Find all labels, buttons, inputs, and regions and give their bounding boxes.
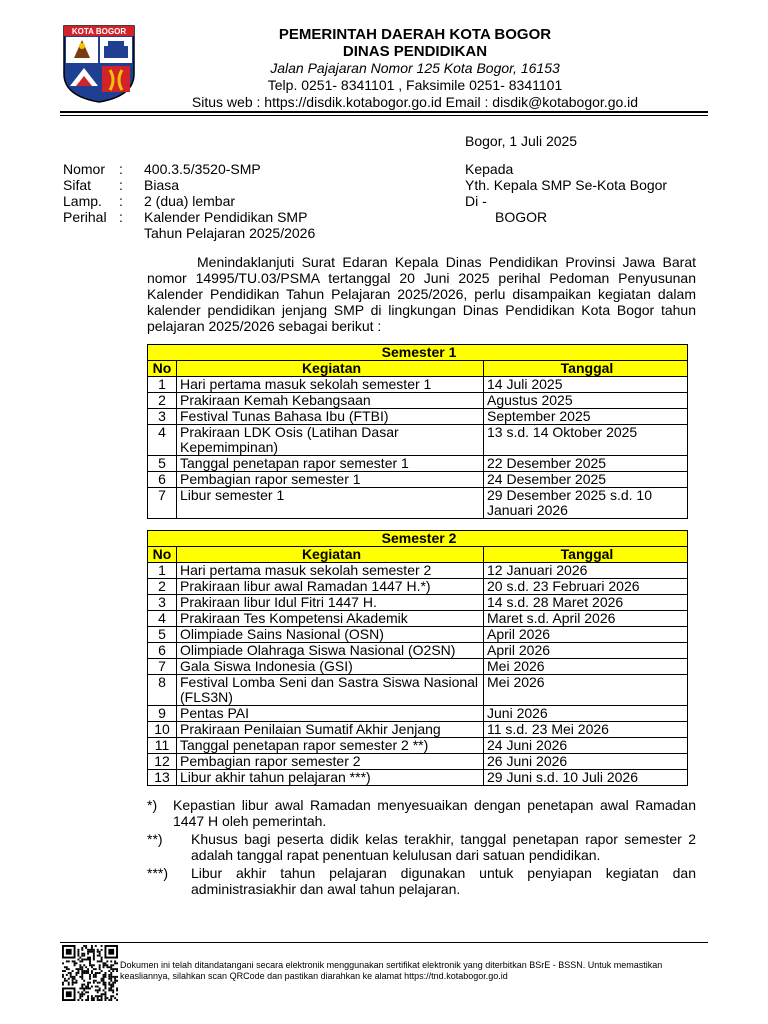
recipient-yth: Yth. Kepala SMP Se-Kota Bogor — [465, 177, 668, 193]
semester2-rows — [148, 563, 688, 786]
cell-tanggal: 29 Desember 2025 s.d. 10 Januari 2026 — [484, 488, 688, 519]
cell-tanggal: Mei 2026 — [484, 659, 688, 675]
letter-meta — [63, 161, 315, 241]
cell-kegiatan: Festival Lomba Seni dan Sastra Siswa Nasional (FLS3N) — [177, 675, 484, 706]
cell-no: 8 — [148, 675, 177, 706]
sifat-value: Biasa — [144, 177, 180, 193]
letterhead-address: Jalan Pajajaran Nomor 125 Kota Bogor, 16153 — [270, 60, 560, 76]
recipient-kepada: Kepada — [465, 161, 514, 177]
cell-kegiatan: Prakiraan LDK Osis (Latihan Dasar Kepemimpinan) — [177, 425, 484, 456]
perihal-line-2: Tahun Pelajaran 2025/2026 — [144, 225, 316, 241]
table-row — [148, 472, 688, 488]
cell-tanggal: 24 Desember 2025 — [484, 472, 688, 488]
table-row — [148, 579, 688, 595]
perihal-value — [144, 209, 315, 241]
cell-no: 1 — [148, 563, 177, 579]
kota-bogor-coat-of-arms — [62, 24, 136, 104]
cell-kegiatan: Olimpiade Olahraga Siswa Nasional (O2SN) — [177, 643, 484, 659]
cell-kegiatan: Hari pertama masuk sekolah semester 2 — [177, 563, 484, 579]
cell-tanggal: 14 Juli 2025 — [484, 377, 688, 393]
cell-kegiatan: Prakiraan libur awal Ramadan 1447 H.*) — [177, 579, 484, 595]
footnote-marker: ***) — [147, 865, 169, 881]
letterhead-rule-thick — [60, 111, 708, 113]
letter-date: Bogor, 1 Juli 2025 — [465, 133, 578, 149]
footnote — [147, 831, 696, 863]
cell-no: 7 — [148, 659, 177, 675]
cell-no: 2 — [148, 393, 177, 409]
colon: : — [119, 177, 123, 193]
cell-kegiatan: Festival Tunas Bahasa Ibu (FTBI) — [177, 409, 484, 425]
cell-kegiatan: Libur semester 1 — [177, 488, 484, 519]
sifat-label: Sifat — [63, 177, 92, 193]
footnotes — [147, 797, 696, 899]
footer-text: Dokumen ini telah ditandatangani secara elektronik menggunakan sertifikat elektronik yang diterbitkan BSrE - BSSN. Untuk memastikan keasliannya, silahkan scan QRCode dan pastikan diarahkan ke alamat https://tnd.kotabogor.go.id — [120, 960, 663, 981]
colon: : — [119, 209, 123, 225]
footnote-marker: **) — [147, 831, 163, 847]
cell-tanggal: April 2026 — [484, 627, 688, 643]
cell-kegiatan: Tanggal penetapan rapor semester 1 — [177, 456, 484, 472]
recipient-di: Di - — [465, 193, 487, 209]
nomor-label: Nomor — [63, 161, 106, 177]
table-row — [148, 611, 688, 627]
table-row — [148, 627, 688, 643]
body-paragraph: Menindaklanjuti Surat Edaran Kepala Dinas Pendidikan Provinsi Jawa Barat nomor 14995/TU.03/PSMA tertanggal 20 Juni 2025 perihal Pedoman Penyusunan Kalender Pendidikan Tahun Pelajaran 2025/2026, perlu disampaikan kegiatan dalam kalender pendidikan jenjang SMP di lingkungan Dinas Pendidikan Kota Bogor tahun pelajaran 2025/2026 sebagai berikut : — [147, 254, 696, 334]
cell-no: 7 — [148, 488, 177, 519]
cell-no: 11 — [148, 738, 177, 754]
letterhead-government: PEMERINTAH DAERAH KOTA BOGOR — [278, 26, 552, 43]
table-row — [148, 754, 688, 770]
cell-kegiatan: Prakiraan Penilaian Sumatif Akhir Jenjang — [177, 722, 484, 738]
perihal-line-1: Kalender Pendidikan SMP — [144, 209, 308, 225]
semester1-title: Semester 1 — [148, 345, 688, 361]
recipient-city: BOGOR — [495, 209, 548, 225]
recipient-block — [465, 161, 667, 225]
footnote — [147, 865, 696, 897]
qr-code[interactable] — [62, 945, 118, 1001]
footnote-text: Kepastian libur awal Ramadan menyesuaikan dengan penetapan awal Ramadan 1447 H oleh pemerintah. — [173, 797, 696, 829]
cell-no: 4 — [148, 611, 177, 627]
cell-tanggal: Juni 2026 — [484, 706, 688, 722]
letterhead-phone: Telp. 0251- 8341101 , Faksimile 0251- 8341101 — [267, 77, 563, 93]
cell-tanggal: 11 s.d. 23 Mei 2026 — [484, 722, 688, 738]
table-row — [148, 643, 688, 659]
table-row — [148, 659, 688, 675]
lamp-value: 2 (dua) lembar — [144, 193, 236, 209]
cell-tanggal: Agustus 2025 — [484, 393, 688, 409]
semester1-rows — [148, 377, 688, 519]
cell-no: 9 — [148, 706, 177, 722]
colon: : — [119, 193, 123, 209]
letterhead-rule-thin — [60, 115, 708, 116]
cell-tanggal: April 2026 — [484, 643, 688, 659]
cell-tanggal: Maret s.d. April 2026 — [484, 611, 688, 627]
cell-kegiatan: Gala Siswa Indonesia (GSI) — [177, 659, 484, 675]
nomor-value: 400.3.5/3520-SMP — [144, 161, 261, 177]
table-row — [148, 456, 688, 472]
table-row — [148, 425, 688, 456]
table-row — [148, 722, 688, 738]
table-row — [148, 738, 688, 754]
cell-tanggal: 14 s.d. 28 Maret 2026 — [484, 595, 688, 611]
header-kegiatan: Kegiatan — [177, 547, 484, 563]
cell-no: 12 — [148, 754, 177, 770]
table-row — [148, 377, 688, 393]
cell-kegiatan: Libur akhir tahun pelajaran ***) — [177, 770, 484, 786]
cell-no: 10 — [148, 722, 177, 738]
cell-tanggal: 20 s.d. 23 Februari 2026 — [484, 579, 688, 595]
table-row — [148, 770, 688, 786]
cell-no: 3 — [148, 595, 177, 611]
semester2-title: Semester 2 — [148, 531, 688, 547]
logo-text: KOTA BOGOR — [71, 27, 127, 36]
cell-tanggal: 29 Juni s.d. 10 Juli 2026 — [484, 770, 688, 786]
header-no: No — [148, 361, 177, 377]
letterhead-web-email: Situs web : https://disdik.kotabogor.go.id Email : disdik@kotabogor.go.id — [191, 94, 639, 110]
table-row — [148, 488, 688, 519]
header-kegiatan: Kegiatan — [177, 361, 484, 377]
cell-kegiatan: Hari pertama masuk sekolah semester 1 — [177, 377, 484, 393]
lamp-label: Lamp. — [63, 193, 102, 209]
semester1-table — [147, 344, 688, 519]
colon: : — [119, 161, 123, 177]
table-row — [148, 675, 688, 706]
cell-kegiatan: Prakiraan Kemah Kebangsaan — [177, 393, 484, 409]
table-row — [148, 706, 688, 722]
table-row — [148, 409, 688, 425]
header-no: No — [148, 547, 177, 563]
cell-kegiatan: Prakiraan libur Idul Fitri 1447 H. — [177, 595, 484, 611]
cell-no: 5 — [148, 627, 177, 643]
cell-no: 6 — [148, 472, 177, 488]
cell-no: 3 — [148, 409, 177, 425]
cell-tanggal: 22 Desember 2025 — [484, 456, 688, 472]
cell-tanggal: 26 Juni 2026 — [484, 754, 688, 770]
header-tanggal: Tanggal — [484, 361, 688, 377]
footer-rule — [60, 942, 708, 943]
letterhead — [150, 26, 680, 111]
cell-no: 1 — [148, 377, 177, 393]
table-row — [148, 595, 688, 611]
cell-tanggal: 12 Januari 2026 — [484, 563, 688, 579]
cell-kegiatan: Pentas PAI — [177, 706, 484, 722]
semester2-table — [147, 530, 688, 786]
cell-no: 5 — [148, 456, 177, 472]
cell-kegiatan: Prakiraan Tes Kompetensi Akademik — [177, 611, 484, 627]
cell-tanggal: 24 Juni 2026 — [484, 738, 688, 754]
cell-kegiatan: Pembagian rapor semester 1 — [177, 472, 484, 488]
cell-kegiatan: Olimpiade Sains Nasional (OSN) — [177, 627, 484, 643]
footnote — [147, 797, 696, 829]
table-row — [148, 563, 688, 579]
cell-no: 4 — [148, 425, 177, 456]
cell-no: 2 — [148, 579, 177, 595]
footnote-marker: *) — [147, 797, 158, 813]
footnote-text: Khusus bagi peserta didik kelas terakhir, tanggal penetapan rapor semester 2 adalah tanggal rapat penentuan kelulusan dari satuan pendidikan. — [191, 831, 696, 863]
cell-tanggal: 13 s.d. 14 Oktober 2025 — [484, 425, 688, 456]
cell-kegiatan: Pembagian rapor semester 2 — [177, 754, 484, 770]
letterhead-office: DINAS PENDIDIKAN — [342, 43, 488, 60]
footnote-text: Libur akhir tahun pelajaran digunakan untuk penyiapan kegiatan dan administrasiakhir dan awal tahun pelajaran. — [191, 865, 696, 897]
cell-tanggal: September 2025 — [484, 409, 688, 425]
cell-tanggal: Mei 2026 — [484, 675, 688, 706]
header-tanggal: Tanggal — [484, 547, 688, 563]
perihal-label: Perihal — [63, 209, 107, 225]
cell-no: 13 — [148, 770, 177, 786]
cell-kegiatan: Tanggal penetapan rapor semester 2 **) — [177, 738, 484, 754]
table-row — [148, 393, 688, 409]
cell-no: 6 — [148, 643, 177, 659]
